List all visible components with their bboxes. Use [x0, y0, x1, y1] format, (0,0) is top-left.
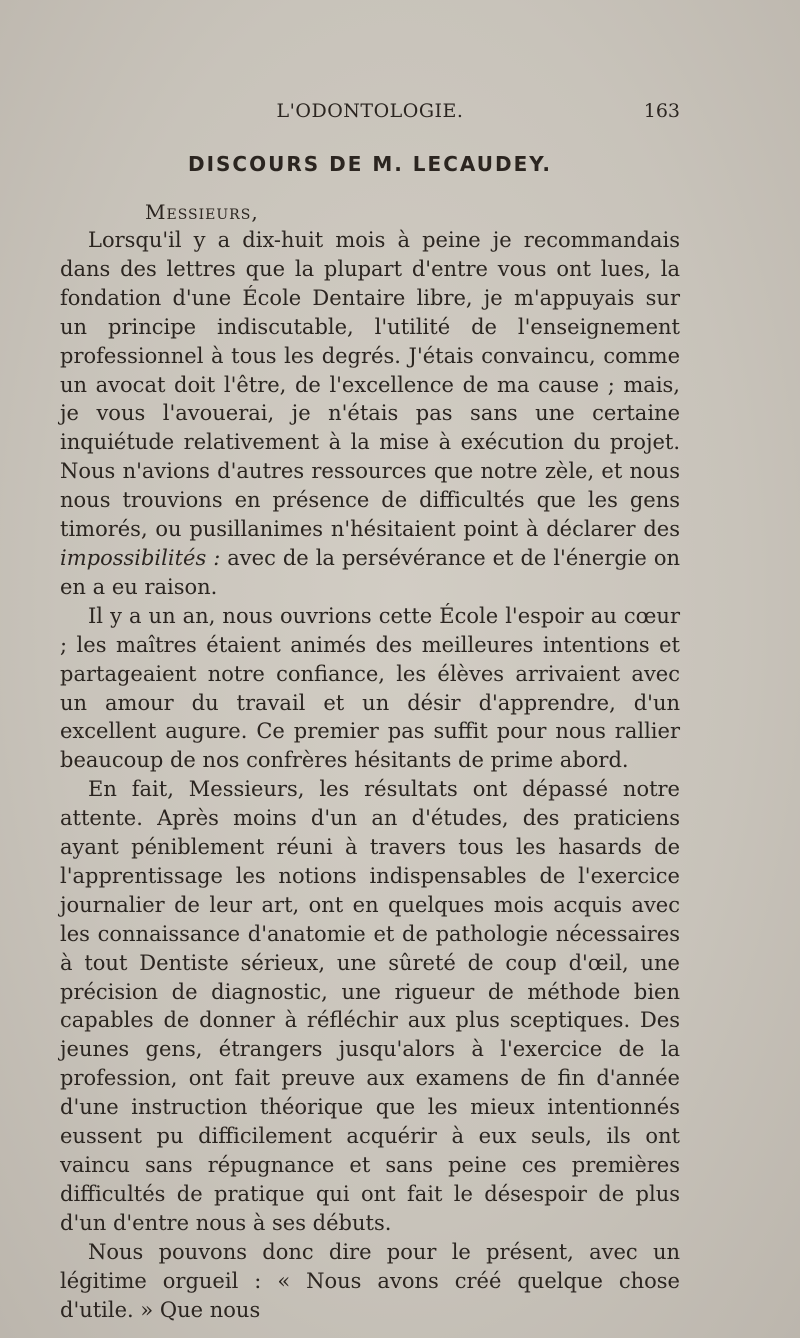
running-header [60, 100, 680, 130]
paragraph-text: Il y a un an, nous ouvrions cette École l'espoir au cœur ; les maîtres étaient animés des meilleures intentions et partageaient notre confiance, les élèves arrivaient avec un amour du travail et un désir d'apprendre, d'un excellent augure. Ce premier pas suffit pour nous rallier beaucoup de nos confrères hésitants de prime abord. [60, 603, 680, 773]
paragraph [60, 602, 680, 775]
body-text [60, 226, 680, 1324]
paragraph [60, 1238, 680, 1325]
paragraph-text: En fait, Messieurs, les résultats ont dépassé notre attente. Après moins d'un an d'études, des praticiens ayant péniblement réuni à travers tous les hasards de l'apprentissage les notions indispensables de l'exercice journalier de leur art, ont en quelques mois acquis avec les connaissance d'anatomie et de pathologie nécessaires à tout Dentiste sérieux, une sûreté de coup d'œil, une précision de diagnostic, une rigueur de méthode bien capables de donner à réfléchir aux plus sceptiques. Des jeunes gens, étrangers jusqu'alors à l'exercice de la profession, ont fait preuve aux examens de fin d'année d'une instruction théorique que les mieux intentionnés eussent pu difficilement acquérir à eux seuls, ils ont vaincu sans répugnance et sans peine ces premières difficultés de pratique qui ont fait le désespoir de plus d'un d'entre nous à ses débuts. [60, 777, 680, 1235]
salutation: Messieurs, [145, 200, 259, 224]
paragraph-text: avec de la persévérance et de l'énergie on en a eu raison. [60, 545, 680, 599]
emphasized-text: impossibilités : [60, 545, 221, 570]
paragraph [60, 775, 680, 1238]
paragraph-text: Nous pouvons donc dire pour le présent, avec un légitime orgueil : « Nous avons créé quelque chose d'utile. » Que nous [60, 1239, 680, 1322]
paragraph-text: Lorsqu'il y a dix-huit mois à peine je recommandais dans des lettres que la plupart d'entre vous ont lues, la fondation d'une École Dentaire libre, je m'appuyais sur un principe indiscutable, l'utilité de l'enseignement professionnel à tous les degrés. J'étais convaincu, comme un avocat doit l'être, de l'excellence de ma cause ; mais, je vous l'avouerai, je n'étais pas sans une certaine inquiétude relativement à la mise à exécution du projet. Nous n'avions d'autres ressources que notre zèle, et nous nous trouvions en présence de difficultés que les gens timorés, ou pusillanimes n'hésitaient point à déclarer des [60, 228, 680, 542]
discourse-title: DISCOURS DE M. LECAUDEY. [187, 152, 553, 176]
paragraph [60, 226, 680, 602]
page-number: 163 [643, 100, 680, 122]
running-title: L'ODONTOLOGIE. [276, 100, 464, 122]
